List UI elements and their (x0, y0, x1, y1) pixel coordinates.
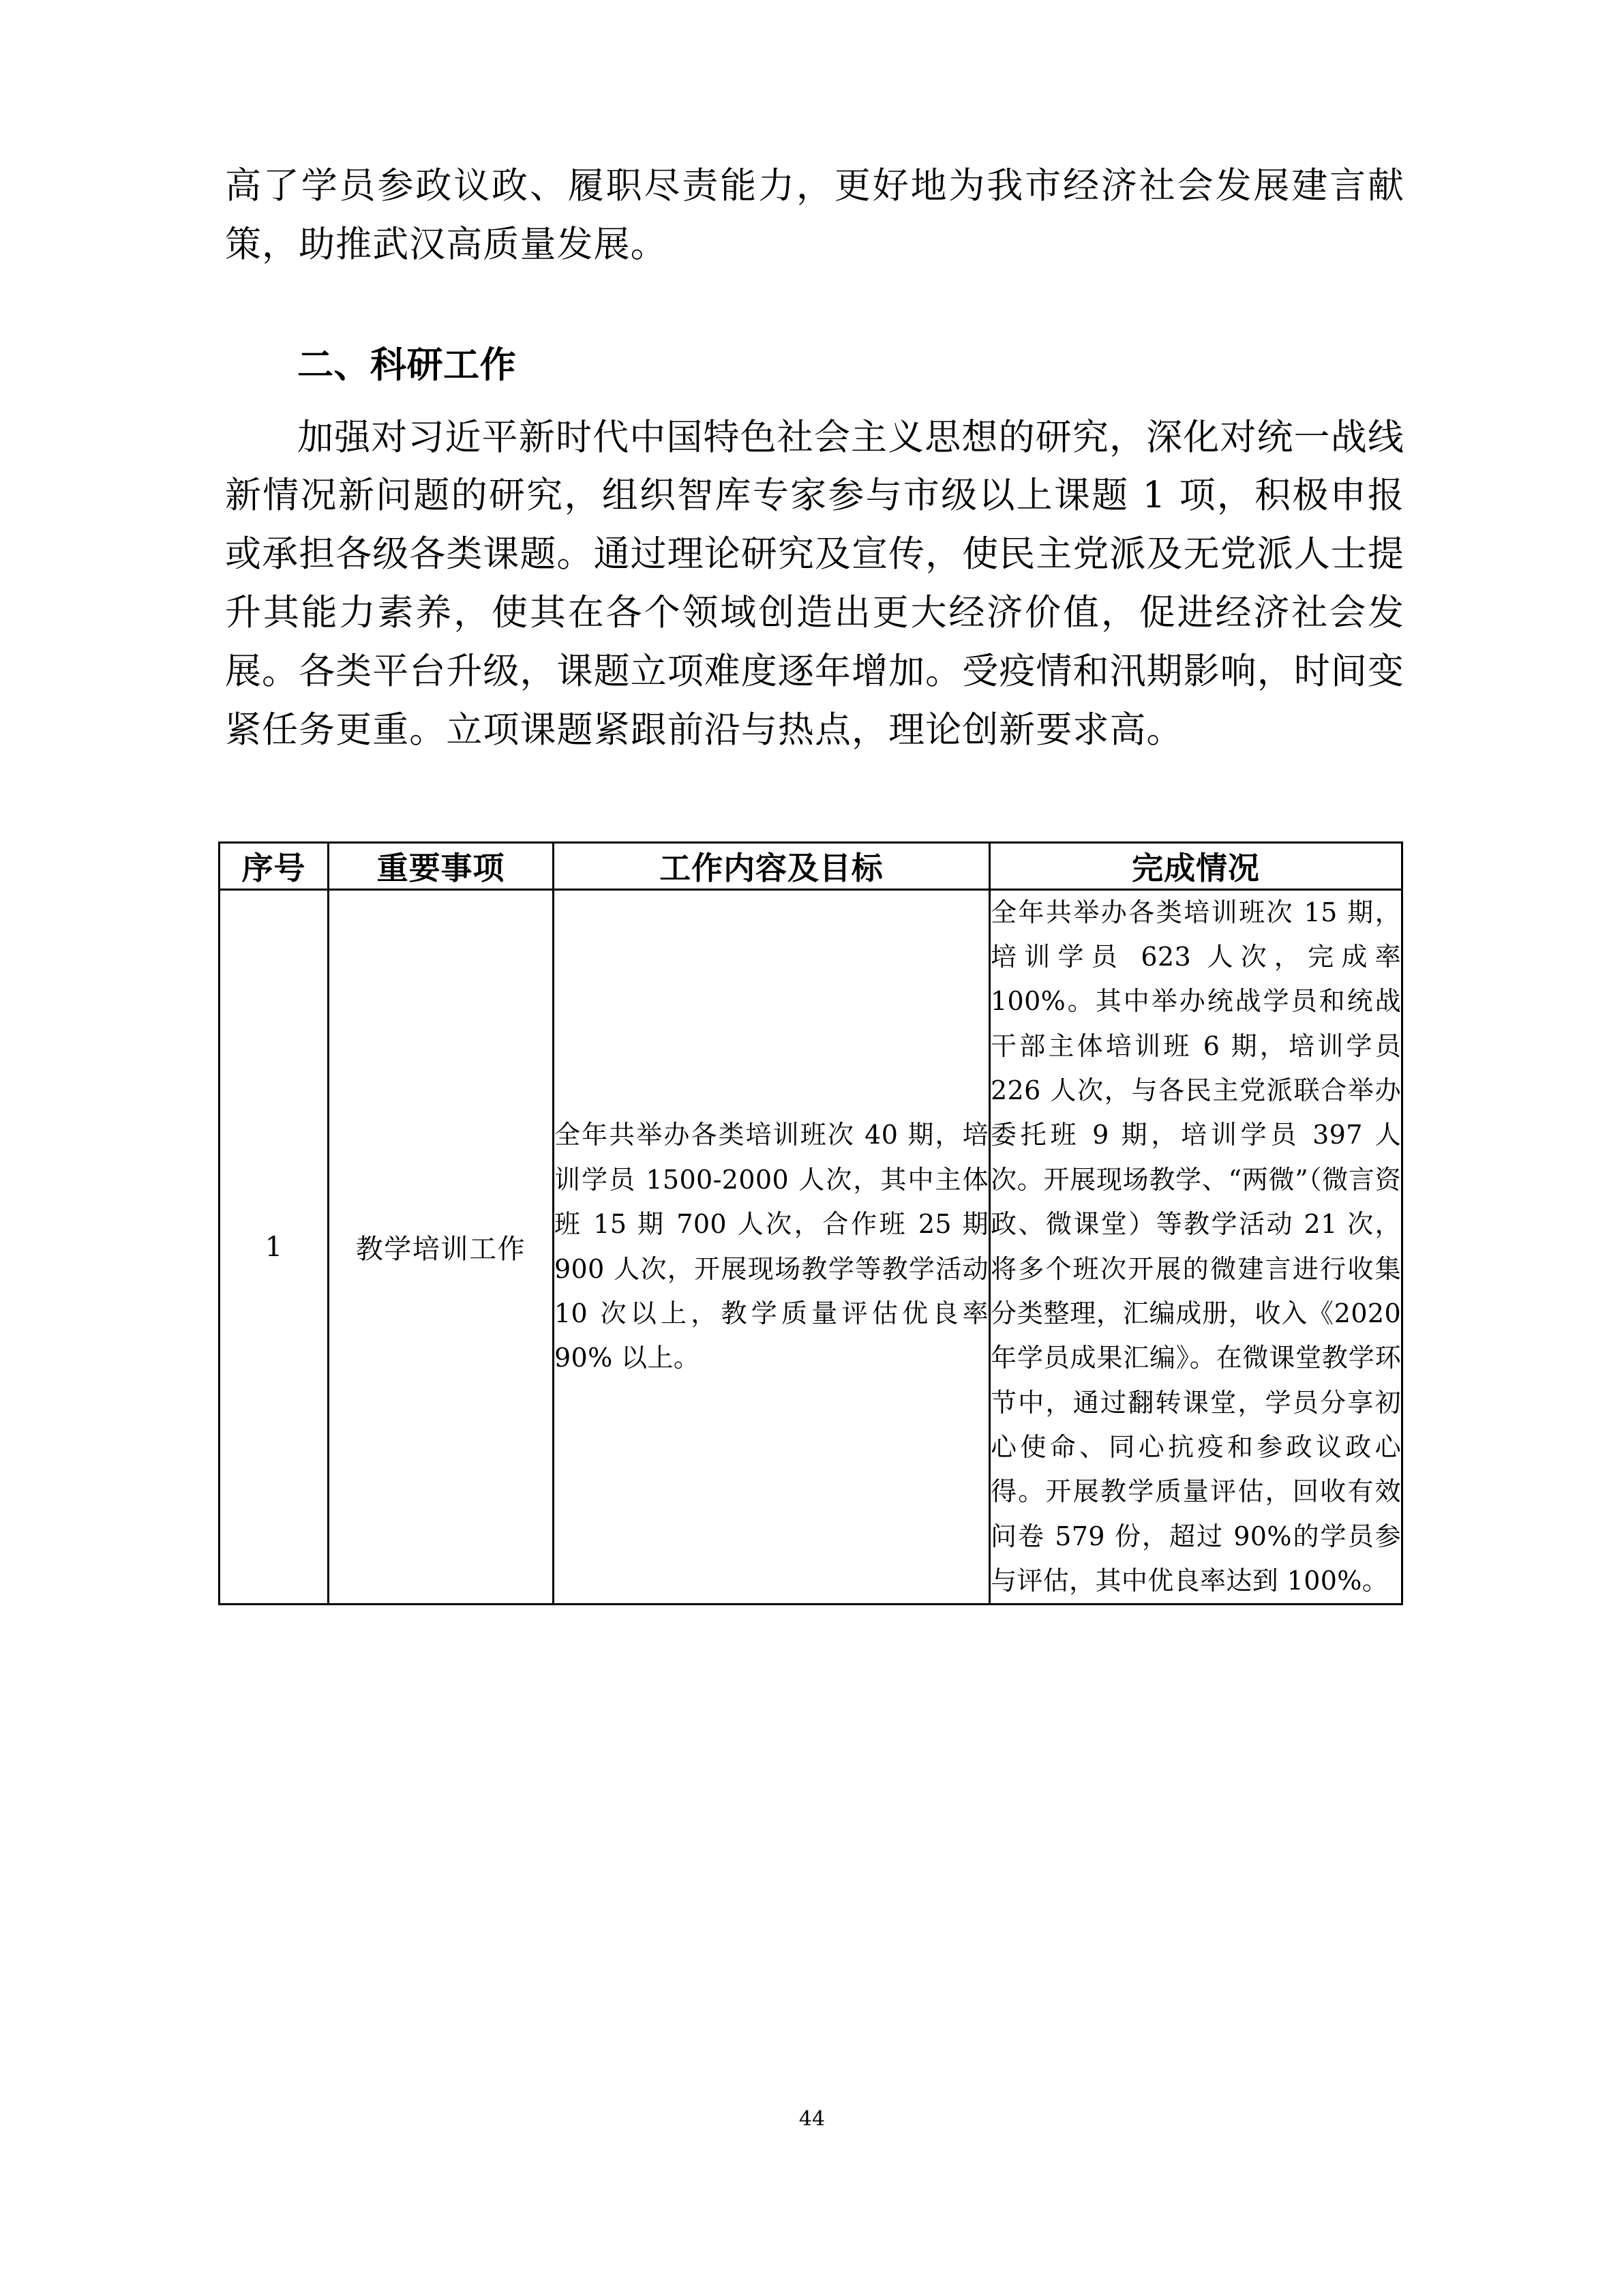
table-header-no: 序号 (220, 842, 329, 889)
spacer (225, 274, 1404, 337)
table-header-done: 完成情况 (990, 842, 1402, 889)
paragraph-continuation: 高了学员参政议政、履职尽责能力，更好地为我市经济社会发展建言献策，助推武汉高质量发展。 (225, 165, 1404, 265)
section-heading: 二、科研工作 (297, 344, 517, 386)
page-content (225, 157, 1404, 1605)
page-number: 44 (798, 2107, 826, 2131)
cell-completion: 全年共举办各类培训班次 15 期，培训学员 623 人次，完成率 100%。其中举办统战学员和统战干部主体培训班 6 期，培训学员 226 人次，与各民主党派联合举办委托班 9 期，培训学员 397 人次。开展现场教学、“两微”（微言资政、微课堂）等教学活动 21 次，将多个班次开展的微建言进行收集分类整理，汇编成册，收入《2020 年学员成果汇编》。在微课堂教学环节中，通过翻转课堂，学员分享初心使命、同心抗疫和参政议政心得。开展教学质量评估，回收有效问卷 579 份，超过 90%的学员参与评估，其中优良率达到 100%。 (990, 889, 1402, 1605)
table-row (220, 889, 1402, 1605)
table-header-item: 重要事项 (329, 842, 554, 889)
work-summary-table (218, 841, 1403, 1606)
cell-item: 教学培训工作 (329, 889, 554, 1605)
cell-no: 1 (220, 889, 329, 1605)
spacer-2 (225, 395, 1404, 408)
table-header-work: 工作内容及目标 (554, 842, 990, 889)
cell-work-content: 全年共举办各类培训班次 40 期，培训学员 1500-2000 人次，其中主体班 15 期 700 人次，合作班 25 期 900 人次，开展现场教学等教学活动 10 次以上，教学质量评估优良率 90% 以上。 (554, 889, 990, 1605)
section-paragraph: 加强对习近平新时代中国特色社会主义思想的研究，深化对统一战线新情况新问题的研究，组织智库专家参与市级以上课题 1 项，积极申报或承担各级各类课题。通过理论研究及宣传，使民主党派及无党派人士提升其能力素养，使其在各个领域创造出更大经济价值，促进经济社会发展。各类平台升级，课题立项难度逐年增加。受疫情和汛期影响，时间变紧任务更重。立项课题紧跟前沿与热点，理论创新要求高。 (225, 416, 1404, 751)
table-header-row (220, 842, 1402, 889)
